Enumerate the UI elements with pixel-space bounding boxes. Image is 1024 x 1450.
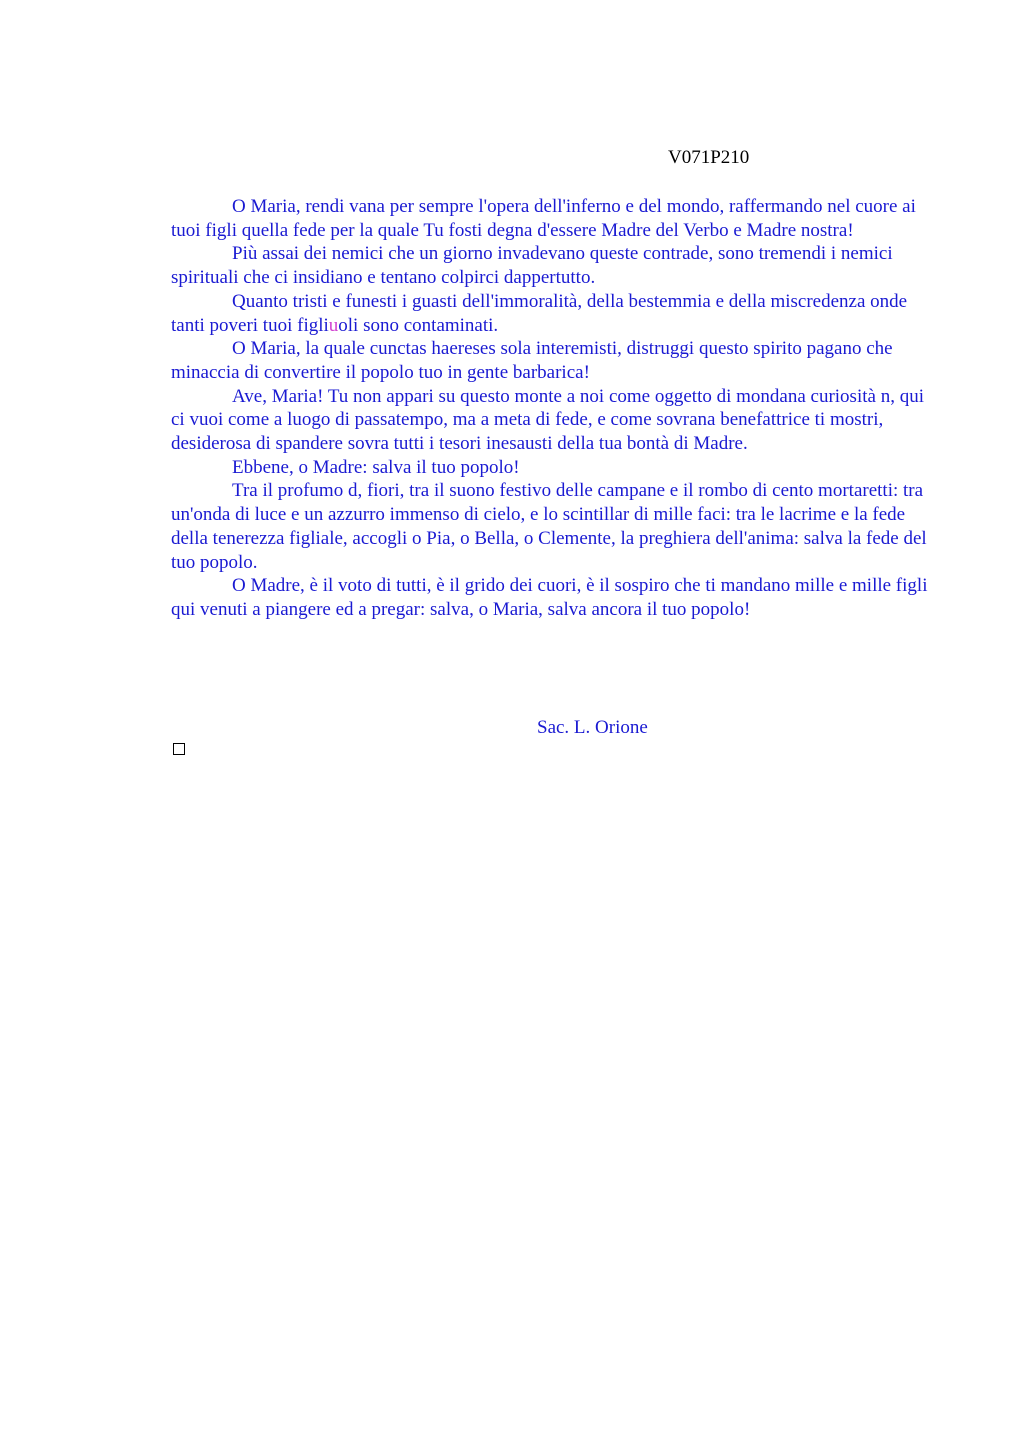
paragraph: Più assai dei nemici che un giorno invadevano queste contrade, sono tremendi i nemici spirituali che ci insidiano e tentano colpirci dappertutto. [171,243,893,289]
paragraph: O Maria, la quale cunctas haereses sola interemisti, distruggi questo spirito pagano che minaccia di convertire il popolo tuo in gente barbarica! [171,338,893,383]
paragraph: Tra il profumo d, fiori, tra il suono festivo delle campane e il rombo di cento mortaretti: tra un'onda di luce e un azzurro immenso di cielo, e lo scintillar di mille faci: tra le lacrime e la fede della tenerezza figliale, accogli o Pia, o Bella, o Clemente, la preghiera dell'anima: salva la fede del tuo popolo. [171,480,927,573]
paragraph-text: Quanto tristi e funesti i guasti dell'immoralità, della bestemmia e della miscredenza onde tanti poveri tuoi figli [171,290,908,336]
document-reference: V071P210 [668,147,750,168]
paragraph: Ebbene, o Madre: salva il tuo popolo! [232,456,520,478]
checkbox[interactable] [173,743,185,755]
signature: Sac. L. Orione [537,717,648,738]
paragraph-text: oli sono contaminati. [338,314,499,336]
highlighted-letter: u [328,314,339,336]
paragraph: Ave, Maria! Tu non appari su questo monte a noi come oggetto di mondana curiosità n, qui ci vuoi come a luogo di passatempo, ma a meta di fede, e come sovrana benefattrice ti mostri, desiderosa di spandere sovra tutti i tesori inesausti della tua bontà di Madre. [171,385,924,455]
paragraph: O Maria, rendi vana per sempre l'opera dell'inferno e del mondo, raffermando nel cuore ai tuoi figli quella fede per la quale Tu fosti degna d'essere Madre del Verbo e Madre nostra! [171,196,916,241]
paragraph: O Madre, è il voto di tutti, è il grido dei cuori, è il sospiro che ti mandano mille e mille figli qui venuti a piangere ed a pregar: salva, o Maria, salva ancora il tuo popolo! [171,575,928,620]
document-body [171,195,931,622]
paragraph [171,290,931,337]
